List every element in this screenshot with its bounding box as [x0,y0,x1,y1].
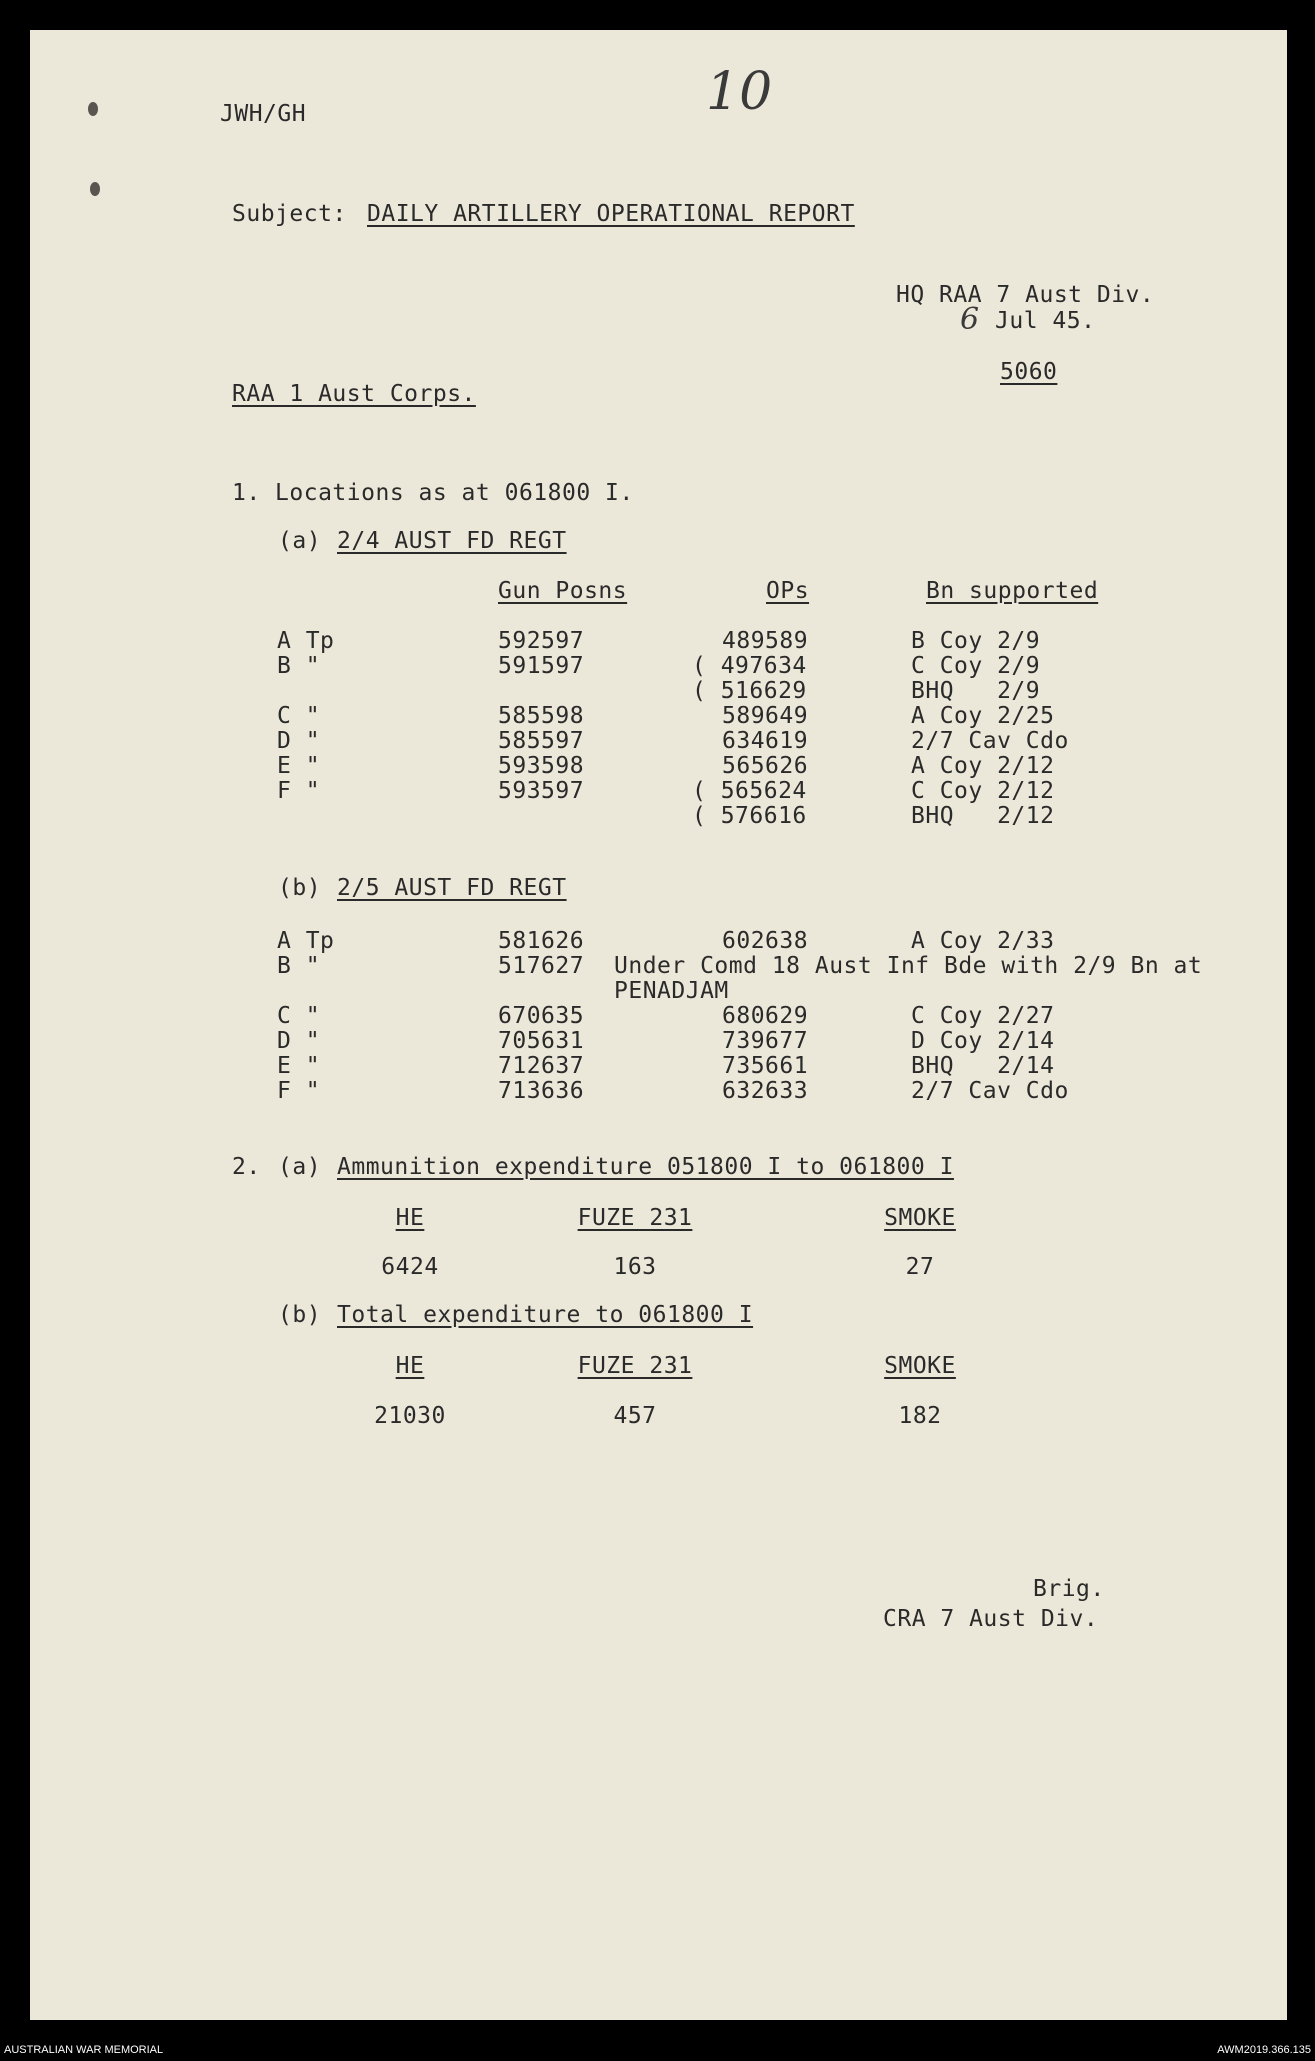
battalion-supported: D Coy 2/14 [911,1028,1055,1054]
reference-initials: JWH/GH [220,101,307,127]
ammo-header-fuze: FUZE 231 [577,1205,693,1231]
gun-position: 591597 [498,653,585,679]
addressee: RAA 1 Aust Corps. [232,381,476,407]
troop-label: F " [277,778,321,804]
op-location: Under Comd 18 Aust Inf Bde with 2/9 Bn at [614,953,1203,979]
battalion-supported: A Coy 2/12 [911,753,1055,779]
battalion-supported: BHQ 2/14 [911,1053,1055,1079]
ammo-value-smoke: 27 [905,1254,935,1280]
op-location: 739677 [722,1028,809,1054]
header-gun-posns: Gun Posns [498,578,628,604]
battalion-supported: A Coy 2/25 [911,703,1055,729]
battalion-supported: 2/7 Cav Cdo [911,1078,1069,1104]
signature-title: CRA 7 Aust Div. [883,1606,1099,1632]
troop-label: B " [277,653,321,679]
battalion-supported: C Coy 2/12 [911,778,1055,804]
total-header-smoke: SMOKE [884,1353,956,1379]
troop-label: F " [277,1078,321,1104]
ammunition-expenditure-title: Ammunition expenditure 051800 I to 061800 I [337,1154,954,1180]
from-unit: HQ RAA 7 Aust Div. [896,282,1155,308]
troop-label: A Tp [277,928,335,954]
total-header-he: HE [395,1353,425,1379]
troop-label: E " [277,753,321,779]
op-location: ( 497634 [692,653,807,679]
total-value-fuze: 457 [613,1403,657,1429]
op-location: 680629 [722,1003,809,1029]
troop-label: D " [277,1028,321,1054]
sub-2a-label: (a) [278,1154,322,1180]
subject-label: Subject: [232,201,347,227]
signature-rank: Brig. [1033,1576,1105,1602]
total-value-smoke: 182 [898,1403,942,1429]
header-ops: OPs [766,578,810,604]
op-location: ( 565624 [692,778,807,804]
troop-label: B " [277,953,321,979]
total-expenditure-title: Total expenditure to 061800 I [337,1302,754,1328]
op-location: 632633 [722,1078,809,1104]
punch-hole [90,182,100,196]
battalion-supported: BHQ 2/12 [911,803,1055,829]
report-date: Jul 45. [995,308,1096,334]
sub-a-label: (a) [278,528,322,554]
regiment-2-5-title: 2/5 AUST FD REGT [337,875,567,901]
op-location: 634619 [722,728,809,754]
gun-position: 585598 [498,703,585,729]
gun-position: 593597 [498,778,585,804]
battalion-supported: C Coy 2/9 [911,653,1041,679]
op-location: 489589 [722,628,809,654]
total-value-he: 21030 [374,1403,446,1429]
ammo-header-he: HE [395,1205,425,1231]
ammo-header-smoke: SMOKE [884,1205,956,1231]
battalion-supported: A Coy 2/33 [911,928,1055,954]
gun-position: 517627 [498,953,585,979]
gun-position: 713636 [498,1078,585,1104]
subject-title: DAILY ARTILLERY OPERATIONAL REPORT [367,201,855,227]
op-location: 602638 [722,928,809,954]
troop-label: C " [277,1003,321,1029]
gun-position: 585597 [498,728,585,754]
ammo-value-fuze: 163 [613,1254,657,1280]
document-page [30,30,1287,2020]
battalion-supported: BHQ 2/9 [911,678,1041,704]
sub-2b-label: (b) [278,1302,322,1328]
regiment-2-4-title: 2/4 AUST FD REGT [337,528,567,554]
footer-accession-number: AWM2019.366.135 [1217,2044,1311,2056]
op-location: 735661 [722,1053,809,1079]
ammo-value-he: 6424 [381,1254,439,1280]
troop-label: E " [277,1053,321,1079]
troop-label: C " [277,703,321,729]
gun-position: 592597 [498,628,585,654]
header-bn-supported: Bn supported [926,578,1099,604]
op-location: PENADJAM [614,978,729,1004]
op-location: ( 576616 [692,803,807,829]
section-2-number: 2. [232,1154,261,1180]
section-1-title: 1. Locations as at 061800 I. [232,480,634,506]
footer-credit: AUSTRALIAN WAR MEMORIAL [4,2044,164,2056]
op-location: ( 516629 [692,678,807,704]
battalion-supported: C Coy 2/27 [911,1003,1055,1029]
total-header-fuze: FUZE 231 [577,1353,693,1379]
handwritten-date-day: 6 [960,302,980,337]
sub-b-label: (b) [278,875,322,901]
op-location: 589649 [722,703,809,729]
gun-position: 593598 [498,753,585,779]
handwritten-page-number: 10 [706,62,773,122]
troop-label: D " [277,728,321,754]
op-location: 565626 [722,753,809,779]
gun-position: 670635 [498,1003,585,1029]
report-number: 5060 [1000,359,1058,385]
punch-hole [88,102,98,116]
gun-position: 705631 [498,1028,585,1054]
gun-position: 581626 [498,928,585,954]
troop-label: A Tp [277,628,335,654]
battalion-supported: 2/7 Cav Cdo [911,728,1069,754]
battalion-supported: B Coy 2/9 [911,628,1041,654]
gun-position: 712637 [498,1053,585,1079]
